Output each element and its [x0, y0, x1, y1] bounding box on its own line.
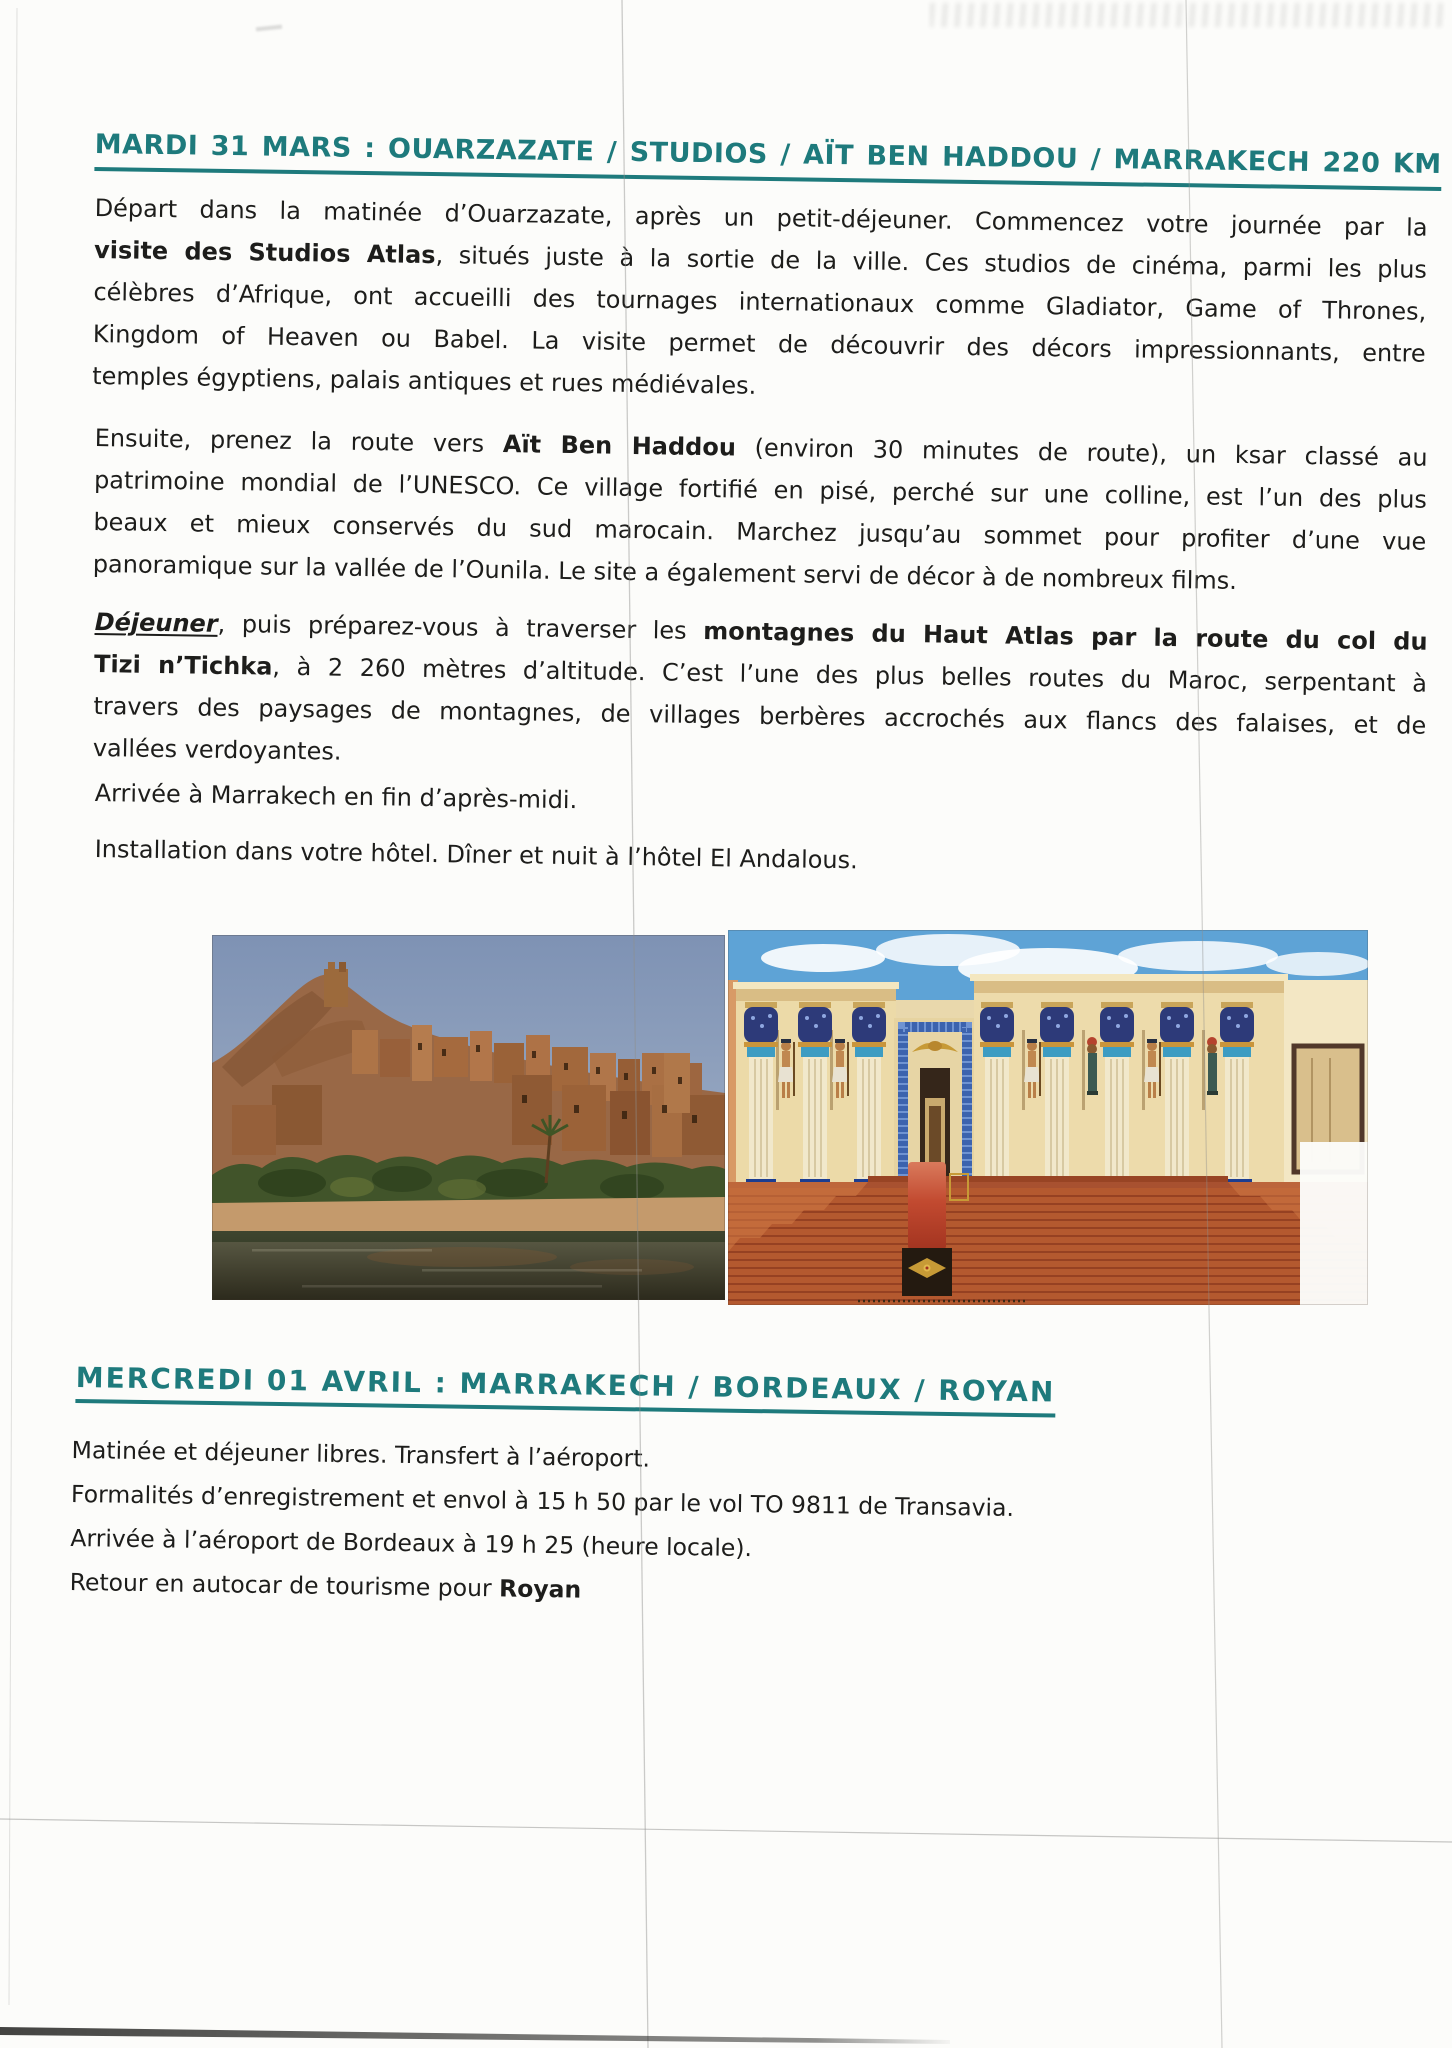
left-edge-line [9, 8, 17, 2005]
faint-scan-line [0, 1819, 1452, 1842]
text-run-dejeuner: Déjeuner [94, 607, 218, 638]
photo-row [212, 930, 1368, 1305]
text-run: Matinée et déjeuner libres. Transfert à l’aéroport. [71, 1435, 651, 1473]
text-run: (environ 30 minutes de route), un ksar classé au [735, 433, 1428, 472]
text-run-bold: Royan [498, 1574, 582, 1604]
text-run: célèbres d’Afrique, ont accueilli des tournages internationaux comme Gladiator, Game of Thrones, [93, 277, 1427, 326]
text-run-bold: montagnes du Haut Atlas par la route du col du [702, 617, 1428, 656]
text-run: beaux et mieux conservés du sud marocain. Marchez jusqu’au sommet pour profiter d’une vue [93, 507, 1427, 556]
text-run: temples égyptiens, palais antiques et rues médiévales. [91, 361, 757, 400]
text-run: Formalités d’enregistrement et envol à 15 h 50 par le vol TO 9811 de Transavia. [70, 1479, 1015, 1522]
scan-mark [256, 25, 282, 32]
day2-heading: MERCREDI 01 AVRIL : MARRAKECH / BORDEAUX / ROYAN [75, 1361, 1055, 1418]
text-run-bold: visite des Studios Atlas [93, 235, 436, 270]
river-water [212, 1231, 725, 1300]
paragraph-haut-atlas [93, 601, 1428, 789]
scan-smudge [930, 3, 1450, 27]
temple-facade [728, 974, 1368, 1209]
text-run: travers des paysages de montagnes, de villages berbères accrochés aux flancs des falaises, et de [93, 691, 1427, 740]
text-run: , puis préparez-vous à traverser les [217, 609, 704, 646]
paragraph-arrivee-marrakech: Arrivée à Marrakech en fin d’après-midi. [94, 778, 578, 815]
text-run: panoramique sur la vallée de l’Ounila. Le site a également servi de décor à de nombreux films. [92, 549, 1238, 595]
staircase [728, 1176, 1368, 1305]
text-run: vallées verdoyantes. [92, 733, 342, 766]
dark-scan-line [0, 2027, 950, 2044]
washed-out-corner [1300, 1142, 1368, 1305]
paragraph-day2 [69, 1428, 1271, 1622]
paragraph-hotel-el-andalous: Installation dans votre hôtel. Dîner et nuit à l’hôtel El Andalous. [94, 834, 858, 875]
text-run: Départ dans la matinée d’Ouarzazate, après un petit-déjeuner. Commencez votre journée par la [94, 193, 1428, 242]
text-run: Arrivée à l’aéroport de Bordeaux à 19 h 25 (heure locale). [70, 1523, 753, 1563]
text-run: , situés juste à la sortie de la ville. Ces studios de cinéma, parmi les plus [435, 241, 1428, 284]
text-run-bold: Aït Ben Haddou [502, 430, 737, 462]
text-run: Kingdom of Heaven ou Babel. La visite permet de découvrir des décors impressionnants, entre [92, 319, 1426, 368]
text-run: , à 2 260 mètres d’altitude. C’est l’une des plus belles routes du Maroc, serpentant à [272, 652, 1428, 698]
text-run-bold: Tizi n’Tichka [93, 649, 273, 681]
ait-ben-haddou-photo [212, 935, 725, 1300]
paragraph-ait-ben-haddou [93, 417, 1428, 605]
paragraph-studios-atlas [92, 187, 1428, 417]
day1-heading: MARDI 31 MARS : OUARZAZATE / STUDIOS / AÏT BEN HADDOU / MARRAKECH 220 KM [94, 129, 1441, 191]
text-run: Retour en autocar de tourisme pour [69, 1567, 500, 1603]
text-run: Ensuite, prenez la route vers [94, 423, 504, 459]
atlas-studios-photo [728, 930, 1368, 1305]
text-run: patrimoine mondial de l’UNESCO. Ce village fortifié en pisé, perché sur une colline, est l’un des plus [93, 465, 1428, 514]
